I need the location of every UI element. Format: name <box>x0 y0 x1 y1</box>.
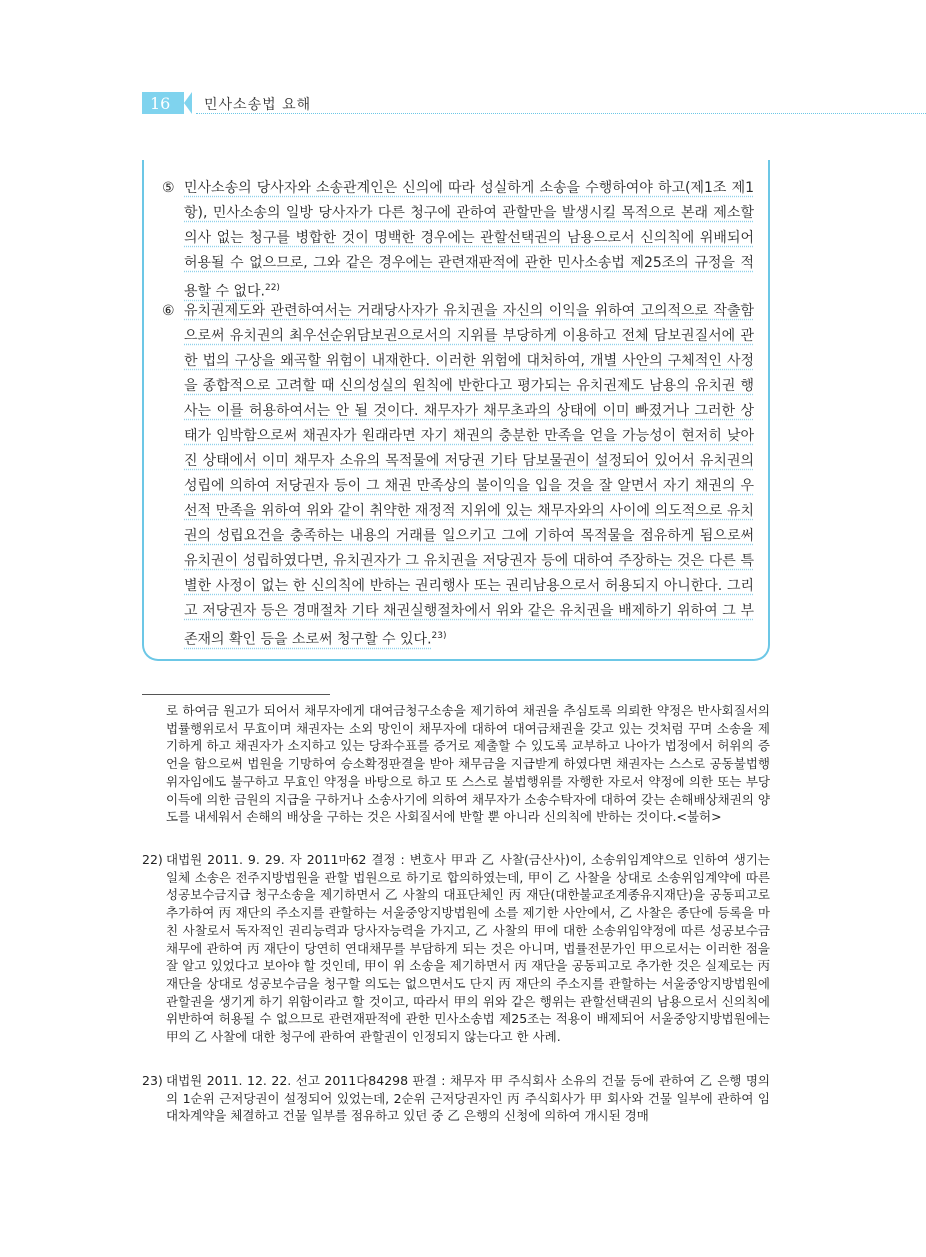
footnote-23 <box>142 1072 770 1125</box>
footnote-22-text: 대법원 2011. 9. 29. 자 2011마62 결정 : 변호사 甲과 乙 사찰(금산사)이, 소송위임계약으로 인하여 생기는 일체 소송은 전주지방법원을 관할 법원으로 하기로 합의하였는데, 甲이 乙 사찰을 상대로 소송위임계약에 따른 성공보수금지급 청구소송을 제기하면서 乙 사찰의 대표단체인 丙 재단(대한불교조계종유지재단)을 공동피고로 추가하여 丙 재단의 주소지를 관할하는 서울중앙지방법원에 소를 제기한 사안에서, 乙 사찰은 종단에 등록을 마친 사찰로서 독자적인 권리능력과 당사자능력을 가지고, 乙 사찰의 甲에 대한 소송위임약정에 따른 성공보수금 채무에 관하여 丙 재단이 당연히 연대채무를 부담하게 되는 것은 아니며, 법률전문가인 甲으로서는 이러한 점을 잘 알고 있었다고 보아야 할 것인데, 甲이 위 소송을 제기하면서 丙 재단을 공동피고로 추가한 것은 실제로는 丙 재단을 상대로 성공보수금을 청구할 의도는 없으면서도 단지 丙 재단의 주소지를 관할하는 서울중앙지방법원에 관할권을 생기게 하기 위함이라고 할 것이고, 따라서 甲의 위와 같은 행위는 관할선택권의 남용으로서 신의칙에 위반하여 허용될 수 없으므로 관련재판적에 관한 민사소송법 제25조는 적용이 배제되어 서울중앙지방법원에는 甲의 乙 사찰에 대한 청구에 관하여 관할권이 인정되지 않는다고 한 사례. <box>166 852 770 1045</box>
page-number-tab <box>142 92 184 114</box>
item-6-marker: ⑥ <box>162 303 175 319</box>
item-5-marker: ⑤ <box>162 180 175 196</box>
footnote-ref-22[interactable]: 22) <box>264 283 280 293</box>
footnote-22 <box>142 851 770 1046</box>
item-6 <box>162 299 754 653</box>
item-5-text: 민사소송의 당사자와 소송관계인은 신의에 따라 성실하게 소송을 수행하여야 하고(제1조 제1항), 민사소송의 일방 당사자가 다른 청구에 관하여 관할만을 발생시킬 목적으로 본래 제소할 의사 없는 청구를 병합한 것이 명백한 경우에는 관할선택권의 남용으로서 신의칙에 위배되어 허용될 수 없으므로, 그와 같은 경우에는 관련재판적에 관한 민사소송법 제25조의 규정을 적용할 수 없다. <box>184 180 754 300</box>
footnote-22-number: 22) <box>142 852 163 867</box>
footnote-23-text: 대법원 2011. 12. 22. 선고 2011다84298 판결 : 채무자 甲 주식회사 소유의 건물 등에 관하여 乙 은행 명의의 1순위 근저당권이 설정되어 있었는데, 2순위 근저당권자인 丙 주식회사가 甲 회사와 건물 일부에 관하여 임대차계약을 체결하고 건물 일부를 점유하고 있던 중 乙 은행의 신청에 의하여 개시된 경매 <box>166 1073 770 1124</box>
running-title: 민사소송법 요해 <box>204 97 312 113</box>
item-5 <box>162 176 754 305</box>
tab-notch-decoration <box>184 92 192 114</box>
footnote-23-number: 23) <box>142 1073 163 1088</box>
header-divider <box>196 113 926 114</box>
summary-box <box>142 160 770 661</box>
page-number: 16 <box>150 94 171 113</box>
footnote-ref-23[interactable]: 23) <box>431 631 447 641</box>
running-header <box>142 92 926 116</box>
item-6-text: 유치권제도와 관련하여서는 거래당사자가 유치권을 자신의 이익을 위하여 고의적으로 작출함으로써 유치권의 최우선순위담보권으로서의 지위를 부당하게 이용하고 전체 담보권질서에 관한 법의 구상을 왜곡할 위험이 내재한다. 이러한 위험에 대처하여, 개별 사안의 구체적인 사정을 종합적으로 고려할 때 신의성실의 원칙에 반한다고 평가되는 유치권제도 남용의 유치권 행사는 이를 허용하여서는 안 될 것이다. 채무자가 채무초과의 상태에 이미 빠졌거나 그러한 상태가 임박함으로써 채권자가 원래라면 자기 채권의 충분한 만족을 얻을 가능성이 현저히 낮아진 상태에서 이미 채무자 소유의 목적물에 저당권 기타 담보물권이 설정되어 있어서 유치권의 성립에 의하여 저당권자 등이 그 채권 만족상의 불이익을 입을 것을 잘 알면서 자기 채권의 우선적 만족을 위하여 위와 같이 취약한 재정적 지위에 있는 채무자와의 사이에 의도적으로 유치권의 성립요건을 충족하는 내용의 거래를 일으키고 그에 기하여 목적물을 점유하게 됨으로써 유치권이 성립하였다면, 유치권자가 그 유치권을 저당권자 등에 대하여 주장하는 것은 다른 특별한 사정이 없는 한 신의칙에 반하는 권리행사 또는 권리남용으로서 허용되지 아니한다. 그리고 저당권자 등은 경매절차 기타 채권실행절차에서 위와 같은 유치권을 배제하기 위하여 그 부존재의 확인 등을 소로써 청구할 수 있다. <box>184 303 754 648</box>
footnote-divider <box>142 694 330 695</box>
footnote-continuation: 로 하여금 원고가 되어서 채무자에게 대여금청구소송을 제기하여 채권을 추심토록 의뢰한 약정은 반사회질서의 법률행위로서 무효이며 채권자는 소외 망인이 채무자에 대하여 대여금채권을 갖고 있는 것처럼 꾸며 소송을 제기하게 하고 채권자가 소지하고 있는 당좌수표를 증거로 제출할 수 있도록 교부하고 나아가 법정에서 허위의 증언을 함으로써 법원을 기망하여 승소확정판결을 받아 채무금을 지급받게 하였다면 채권자는 스스로 공동불법행위자임에도 불구하고 무효인 약정을 바탕으로 하고 또 스스로 불법행위를 자행한 자로서 약정에 의한 또는 부당이득에 의한 금원의 지급을 구하거나 소송사기에 의하여 채무자가 소송수탁자에 대하여 갖는 손해배상채권의 양도를 내세워서 손해의 배상을 구하는 것은 사회질서에 반할 뿐 아니라 신의칙에 반하는 것이다.<불허> <box>166 703 770 825</box>
